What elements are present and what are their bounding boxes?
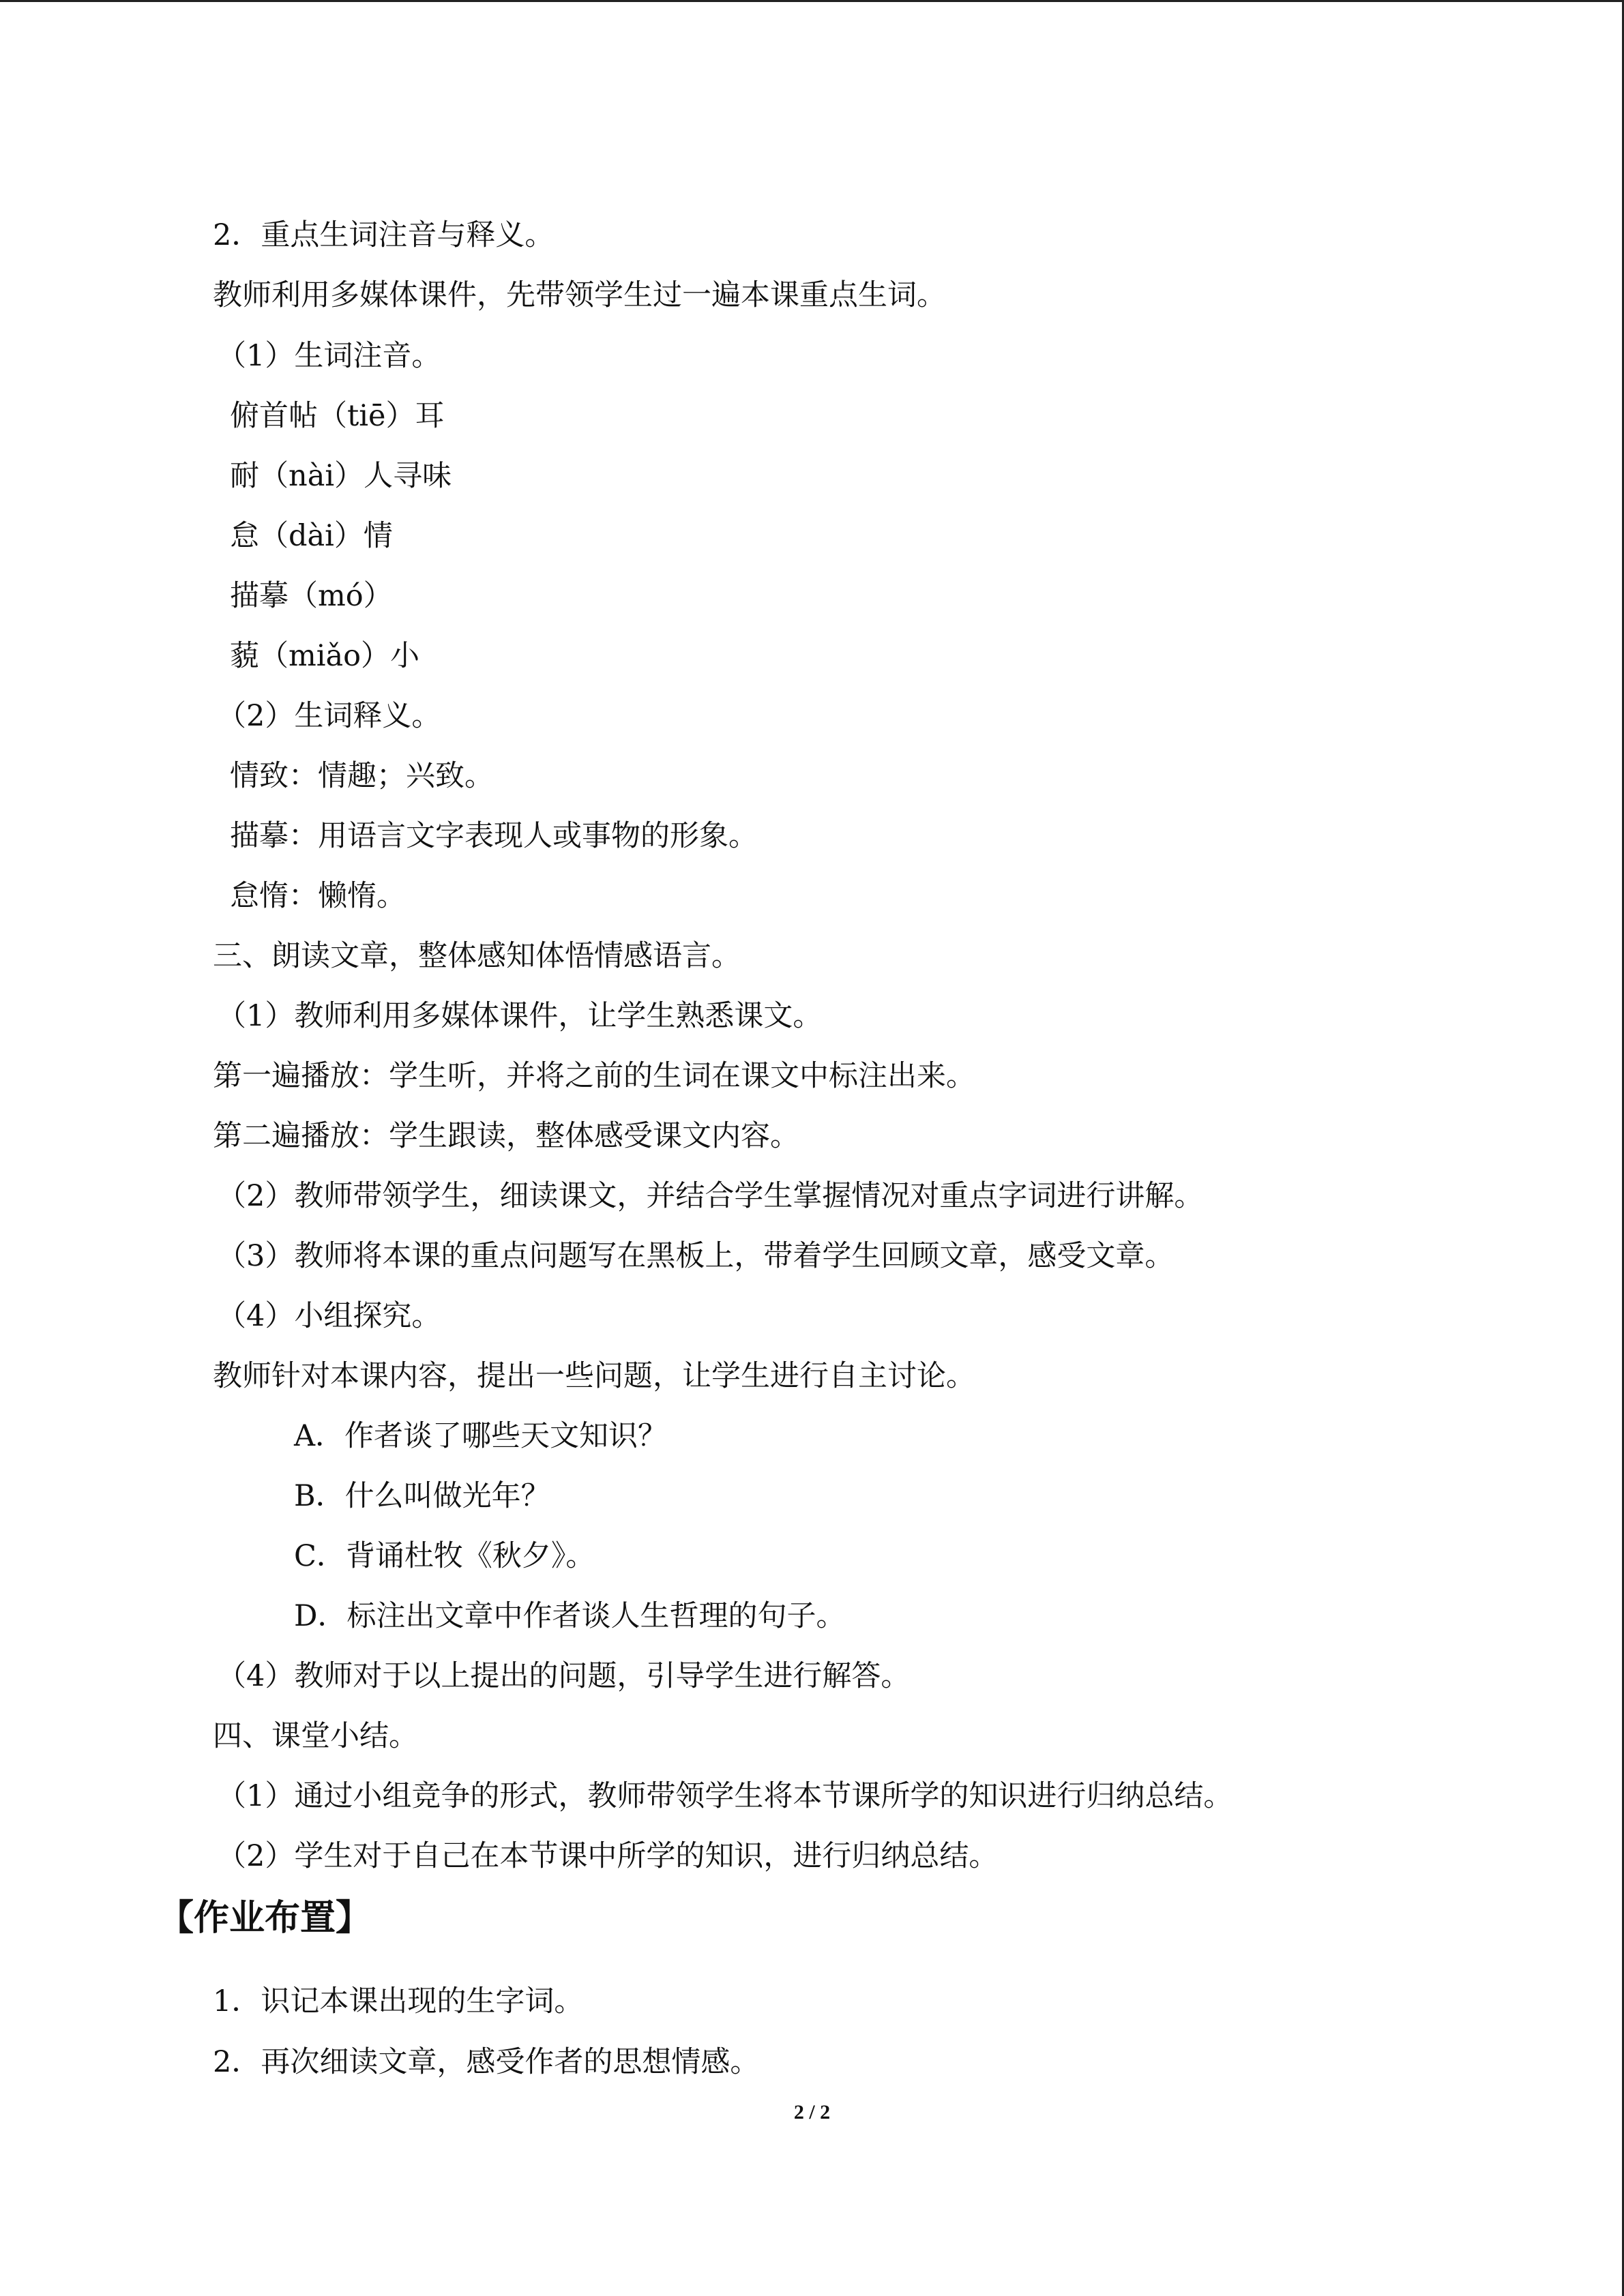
vocab-definition-item: 情致：情趣；兴致。 (230, 759, 494, 793)
reading-step: （4）小组探究。 (217, 1299, 441, 1333)
reading-step-detail: 第一遍播放：学生听，并将之前的生词在课文中标注出来。 (213, 1059, 975, 1093)
vocab-pinyin-item: 耐（nài）人寻味 (230, 459, 452, 493)
paragraph-intro: 教师利用多媒体课件，先带领学生过一遍本课重点生词。 (213, 278, 946, 312)
vocab-pinyin-item: 描摹（mó） (230, 579, 393, 613)
vocab-pinyin-item: 怠（dài）情 (230, 519, 393, 553)
reading-step-detail: 第二遍播放：学生跟读，整体感受课文内容。 (213, 1119, 799, 1153)
vocab-pinyin-item: 俯首帖（tiē）耳 (230, 399, 445, 433)
summary-step: （2）学生对于自己在本节课中所学的知识，进行归纳总结。 (217, 1839, 999, 1873)
subsection-pinyin-title: （1）生词注音。 (217, 339, 441, 373)
discussion-question: B．什么叫做光年？ (294, 1479, 550, 1513)
reading-step: （2）教师带领学生，细读课文，并结合学生掌握情况对重点字词进行讲解。 (217, 1179, 1204, 1213)
section-3-title: 三、朗读文章，整体感知体悟情感语言。 (213, 939, 741, 973)
reading-step: （3）教师将本课的重点问题写在黑板上，带着学生回顾文章，感受文章。 (217, 1239, 1175, 1273)
reading-step: （1）教师利用多媒体课件，让学生熟悉课文。 (217, 999, 823, 1033)
discussion-question: A．作者谈了哪些天文知识？ (294, 1419, 668, 1453)
reading-step: （4）教师对于以上提出的问题，引导学生进行解答。 (217, 1659, 911, 1693)
homework-heading: 【作业布置】 (158, 1898, 372, 1939)
discussion-question: C．背诵杜牧《秋夕》。 (294, 1539, 595, 1573)
page-number: 2 / 2 (793, 2101, 831, 2123)
top-border (0, 0, 1624, 2)
vocab-pinyin-item: 藐（miǎo）小 (230, 639, 420, 673)
subsection-definition-title: （2）生词释义。 (217, 699, 441, 733)
vocab-definition-item: 怠惰：懒惰。 (230, 879, 406, 913)
section-item-2-title: 2．重点生词注音与释义。 (213, 218, 555, 252)
homework-item: 2．再次细读文章，感受作者的思想情感。 (213, 2045, 760, 2079)
summary-step: （1）通过小组竞争的形式，教师带领学生将本节课所学的知识进行归纳总结。 (217, 1779, 1233, 1813)
discussion-question: D．标注出文章中作者谈人生哲理的句子。 (294, 1599, 846, 1633)
section-4-title: 四、课堂小结。 (213, 1719, 418, 1753)
homework-item: 1．识记本课出现的生字词。 (213, 1984, 584, 2018)
discussion-intro: 教师针对本课内容，提出一些问题，让学生进行自主讨论。 (213, 1359, 975, 1393)
vocab-definition-item: 描摹：用语言文字表现人或事物的形象。 (230, 819, 758, 853)
